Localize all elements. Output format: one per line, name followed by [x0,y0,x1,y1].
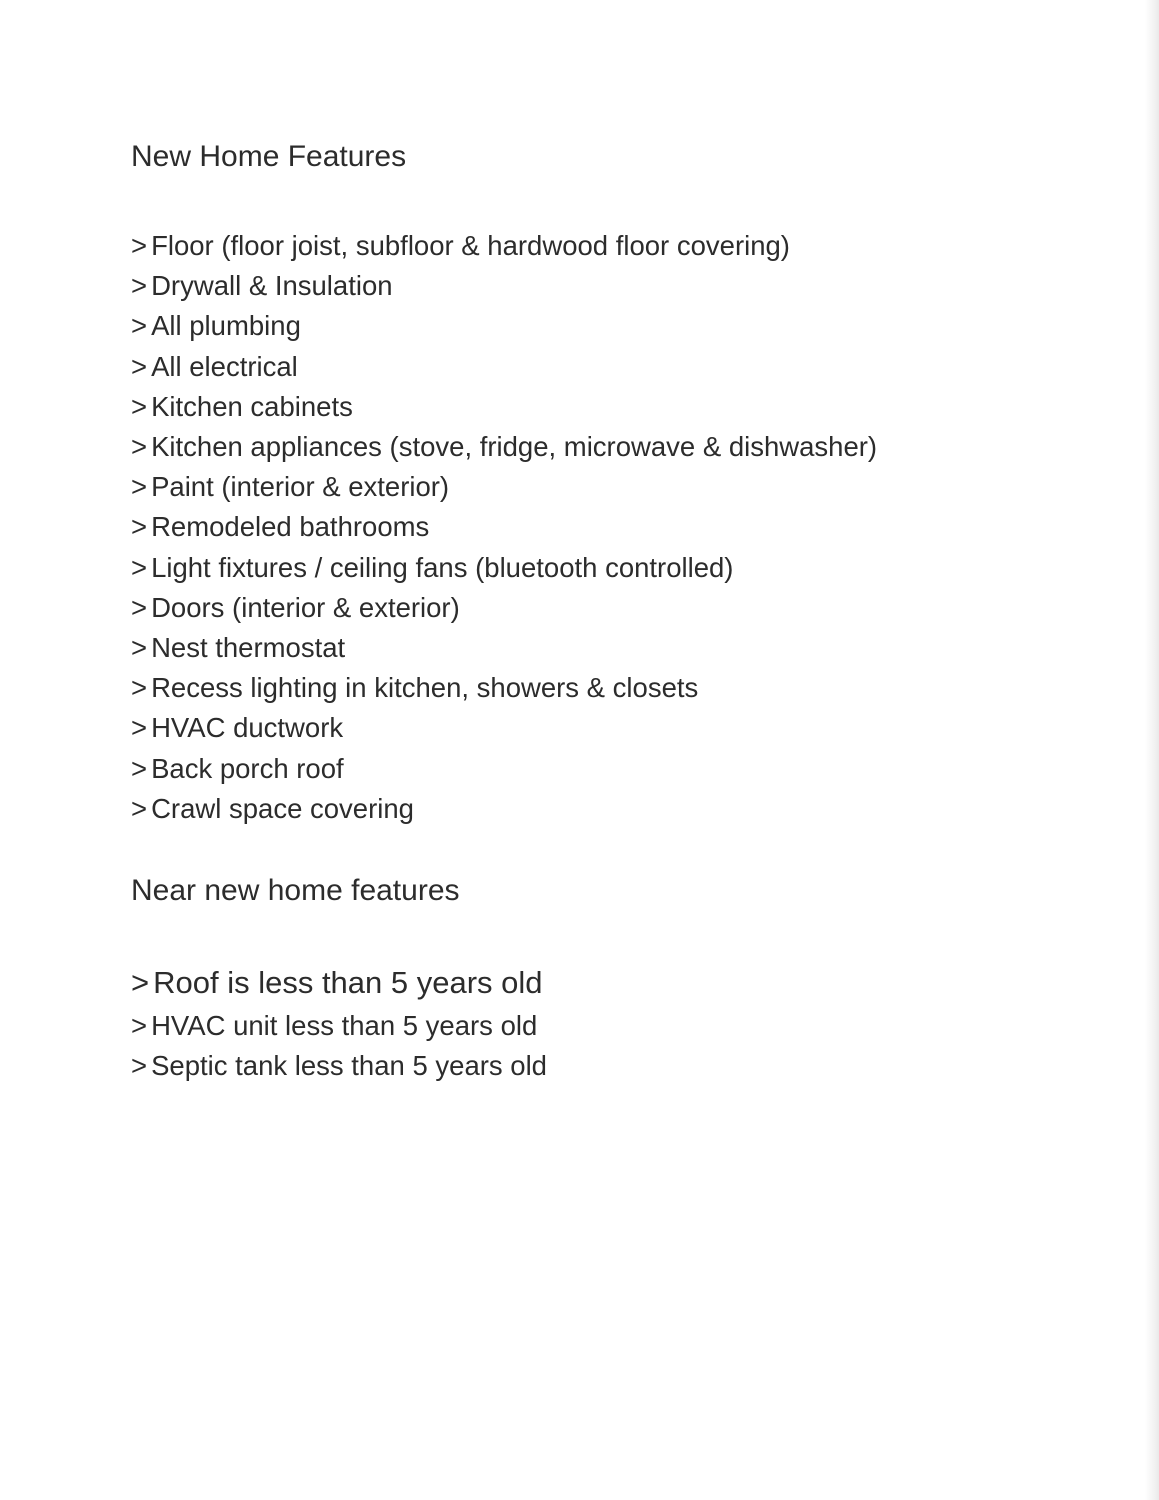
list-item [131,1046,547,1086]
list-item-text: Paint (interior & exterior) [151,471,450,503]
list-item [131,960,547,1006]
list-item-text: Recess lighting in kitchen, showers & closets [151,672,699,704]
list-item-text: HVAC ductwork [151,712,344,744]
bullet-marker: > [131,551,148,583]
list-item-text: Septic tank less than 5 years old [151,1050,547,1081]
bullet-marker: > [131,965,150,1000]
bullet-marker: > [131,792,148,824]
list-item [131,628,877,668]
bullet-marker: > [131,310,148,342]
bullet-marker: > [131,1050,148,1081]
bullet-marker: > [131,230,148,261]
list-item-text: Floor (floor joist, subfloor & hardwood floor covering) [151,230,790,261]
scan-page-edge [1145,0,1159,1500]
list-item [131,266,877,306]
section-heading-new-home-features: New Home Features [131,140,407,173]
list-item [131,1006,547,1046]
bullet-marker: > [131,511,148,543]
bullet-marker: > [131,712,148,744]
list-item-text: Doors (interior & exterior) [151,591,460,623]
list-item [131,467,877,507]
list-item [131,749,877,789]
list-item-text: All plumbing [151,310,301,342]
list-item [131,507,877,547]
list-item-text: All electrical [151,350,298,382]
bullet-marker: > [131,591,148,623]
bullet-marker: > [131,1010,148,1041]
list-item [131,789,877,829]
bullet-marker: > [131,390,148,422]
list-item-text: Remodeled bathrooms [151,511,430,543]
section-heading-near-new-home-features: Near new home features [131,874,460,907]
list-item-text: Light fixtures / ceiling fans (bluetooth controlled) [151,551,734,583]
list-item [131,708,877,748]
list-item [131,387,877,427]
list-item-text: Kitchen cabinets [151,390,353,422]
list-item-text: Roof is less than 5 years old [153,965,543,1000]
near-new-home-features-list [131,960,547,1086]
bullet-marker: > [131,270,148,302]
list-item [131,427,877,467]
new-home-features-list [131,226,877,829]
bullet-marker: > [131,752,148,784]
list-item-text: Drywall & Insulation [151,270,393,302]
list-item-text: Back porch roof [151,752,344,784]
list-item-text: Kitchen appliances (stove, fridge, microwave & dishwasher) [151,431,878,463]
list-item [131,306,877,346]
list-item-text: Nest thermostat [151,632,346,664]
list-item [131,347,877,387]
list-item [131,668,877,708]
list-item-text: Crawl space covering [151,792,414,824]
list-item-text: HVAC unit less than 5 years old [151,1010,538,1041]
list-item [131,548,877,588]
list-item [131,588,877,628]
bullet-marker: > [131,471,148,503]
list-item [131,226,877,266]
bullet-marker: > [131,672,148,704]
bullet-marker: > [131,632,148,664]
bullet-marker: > [131,350,148,382]
bullet-marker: > [131,431,148,463]
